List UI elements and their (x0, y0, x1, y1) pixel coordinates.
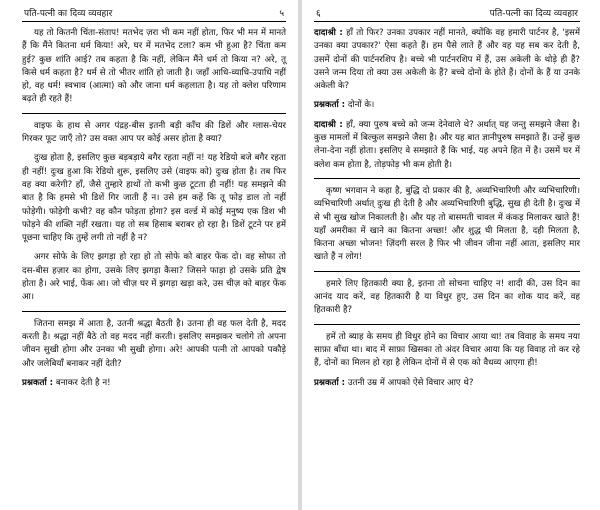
question-text: उतनी उम्र में आपको ऐसे विचार आए थे? (347, 377, 474, 388)
dada-answer (314, 119, 580, 172)
question-line (22, 377, 286, 390)
divider (314, 178, 580, 179)
dada-answer (314, 27, 580, 93)
question-text: बनाकर देती है न! (55, 377, 111, 388)
right-header-title: पति-पत्नी का दिव्य व्यवहार (489, 9, 578, 19)
divider (314, 324, 580, 325)
question-text: दोनों के। (347, 100, 375, 111)
right-page-number: ६ (316, 9, 321, 19)
right-page-header (314, 0, 580, 22)
paragraph: यह तो कितनी चिंता-संताप! मतभेद ज़रा भी कम नहीं होता, फिर भी मन में मानते हैं कि मैंने कितना धर्म किया! अरे, घर में मतभेद टला? कम भी हुआ है? चिंता कम हुई? कुछ शांति आई? तब कहता है कि नहीं, लेकिन मैंने धर्म तो किया न? अरे, तू किसे धर्म कहता है? धर्म से तो भीतर शांति हो जाती है। जहाँ आधि-व्याधि-उपाधि नहीं हो, वह धर्म! स्वभाव (आत्मा) को और जाना धर्म कहलाता है। यह तो क्लेश परिणाम बढ़ते ही रहते हैं! (22, 28, 286, 105)
paragraph: हमें तो ब्याह के समय ही विधुर होने का विचार आया था! तब विवाह के समय नया साफ़ा बाँधा था। बाद में साफ़ा खिसका तो अंदर विचार आया कि यह विवाह तो कर रहे हैं, दोनों का मिलन हो रहा है लेकिन दोनों में से एक को वैधव्य आएगा ही! (314, 331, 580, 369)
left-header-title: पति-पत्नी का दिव्य व्यवहार (24, 9, 113, 19)
paragraph: जितना समझ में आता है, उतनी श्रद्धा बैठती है। उतना ही वह फल देती है, मदद करती है। श्रद्धा नहीं बैठे तो वह मदद नहीं करती। इसलिए समझकर चलोगे तो अपना जीवन सुखी होगा और उनका भी सुखी होगा। अरे! आपकी पत्नी तो आपको पकौड़े और जलेबियाँ बनाकर नहीं देती? (22, 318, 286, 369)
paragraph: हमारे लिए हितकारी क्या है, इतना तो सोचना चाहिए न! शादी की, उस दिन का आनंद याद करें, वह हितकारी है या विधुर हुए, उस दिन का शोक याद करें, वह हितकारी है? (314, 278, 580, 316)
book-gutter (298, 0, 302, 510)
paragraph: वाइफ के हाथ से अगर पंद्रह-बीस इतनी बड़ी काँच की डिशें और ग्लास-चेयर गिरकर फूट जाएँ तो? उस वक्त आप पर कोई असर होता है क्या? (22, 120, 286, 145)
right-page-content (314, 22, 580, 390)
left-page (0, 0, 294, 510)
paragraph: कृष्ण भगवान ने कहा है, बुद्धि दो प्रकार की है, अव्यभिचारिणी और व्यभिचारिणी। व्यभिचारिणी अर्थात् दुःख ही देती है और अव्यभिचारिणी बुद्धि, सुख ही देती है। दुःख में से भी सुख खोज निकालती है। और यह तो बासमती चावल में कंकड़ मिलाकर खाते हैं! यहाँ अमरीका में खाने का कितना अच्छा! और शुद्ध घी मिलता है, दही मिलता है, कितना अच्छा भोजन! ज़िंदगी सरल है फिर भी जीवन जीना नहीं आता, इसलिए मार खाते हैं न लोग! (314, 185, 580, 263)
questioner-label: प्रश्नकर्ता : (314, 100, 346, 111)
questioner-label: प्रश्नकर्ता : (314, 377, 346, 388)
left-page-number: ५ (279, 9, 284, 19)
question-line (314, 377, 580, 390)
paragraph: दुःख होता है, इसलिए कुछ बड़बड़ाये बगैर रहता नहीं न! यह रेडियो बजे बगैर रहता ही नहीं! दुःख हुआ कि रेडियो शुरू, इसलिए उसे (वाइफ को) दुःख होता है। तब फिर वह क्या करेगी? हाँ, जैसे तुम्हारे हाथों तो कभी कुछ टूटता ही नहीं! यह समझने की बात है कि हमसे भी डिशें गिर जाती हैं न। उसे हम कहें कि तू फोड़ डाल तो नहीं फोड़ेगी। फोड़ेगी कभी? वह कौन फोड़ता होगा? इस वर्ल्ड में कोई मनुष्य एक डिश भी फोड़ने की शक्ति नहीं रखता। यह तो सब हिसाब बराबर हो रहा है। डिशें टूटने पर हमें पूछना चाहिए कि तुम्हें लगी तो नहीं है न? (22, 153, 286, 244)
left-page-content (22, 22, 286, 390)
questioner-label: प्रश्नकर्ता : (22, 377, 54, 388)
paragraph: अगर सोफे के लिए झगड़ा हो रहा हो तो सोफे को बाहर फेंक दो। वह सोफा तो दस-बीस हज़ार का होगा, उसके लिए झगड़ा कैसा? जिसने फाड़ा हो उसके प्रति द्वेष होता है। अरे भाई, फेंक आ। जो चीज़ घर में झगड़ा खड़ा करे, उस चीज़ को बाहर फेंक आ। (22, 252, 286, 303)
question-line (314, 99, 580, 112)
dada-label: दादाश्री : (314, 119, 343, 130)
right-page (306, 0, 600, 510)
left-page-header (22, 0, 286, 22)
answer-text: हाँ तो फिर? उनका उपकार नहीं मानते, क्योंकि वह हमारी पार्टनर है, 'इसमें उनका क्या उपकार?' ऐसा कहते हैं। हम पैसे लाते हैं और वह यह सब कर देती है, उसमें दोनों की पार्टनरशिप है। बच्चे भी पार्टनरशिप में हैं, उस अकेली के थोड़े ही हैं? उसने जन्म दिया तो क्या उस अकेली के हैं? बच्चे दोनों के होते हैं। दोनों के हैं या उनके अकेली के? (314, 28, 580, 92)
divider (22, 113, 286, 114)
dada-label: दादाश्री : (314, 28, 343, 38)
answer-text: हाँ, क्या पुरुष बच्चे को जन्म देनेवाले थे? अर्थात् यह जन्तु समझने जैसा है। कुछ मामलों में बिल्कुल समझने जैसा है। और यह बात ज्ञानीपुरुष समझाते हैं। उन्हें कुछ लेना-देना नहीं होता। इसलिए वे समझाते हैं कि भाई, यह अपने हित में है। उसमें घर में क्लेश कम होता है, तोड़फोड़ भी कम होती है। (314, 119, 580, 170)
divider (22, 311, 286, 312)
divider (314, 271, 580, 272)
